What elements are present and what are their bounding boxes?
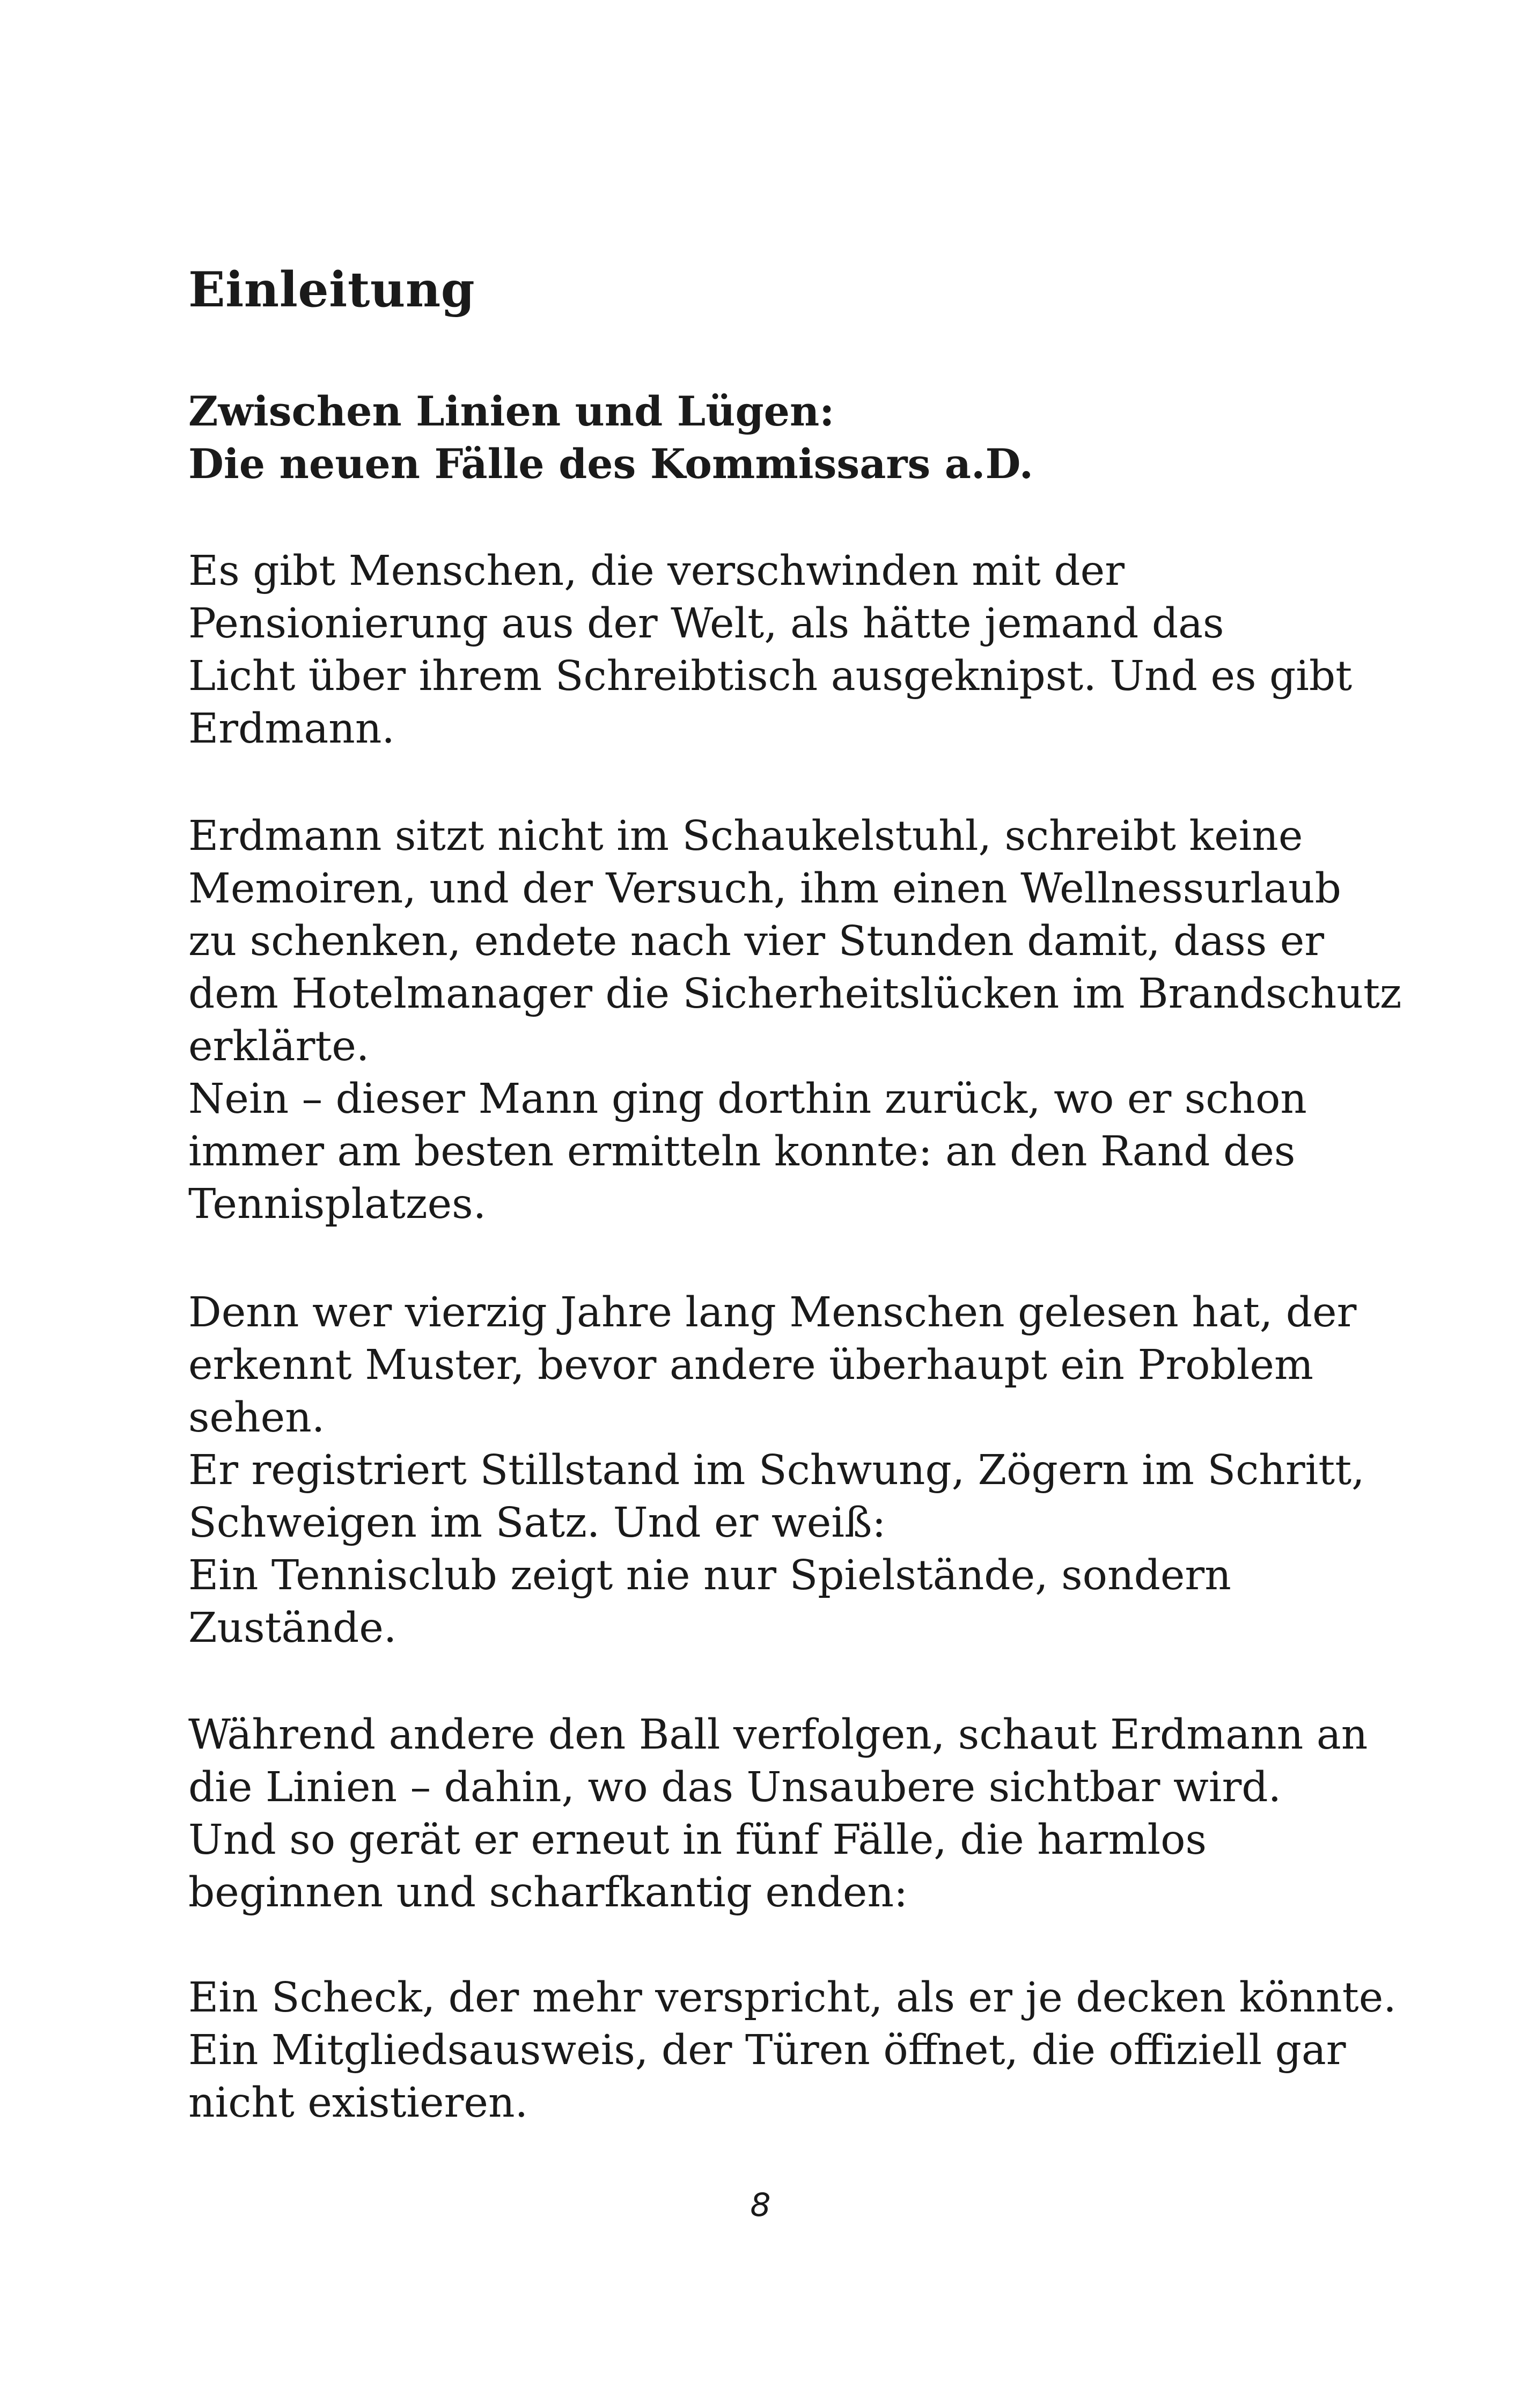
- text-line: Er registriert Stillstand im Schwung, Zögern im Schritt,: [188, 1447, 1365, 1494]
- text-line: Memoiren, und der Versuch, ihm einen Wellnessurlaub: [188, 865, 1341, 913]
- text-line: Erdmann.: [188, 705, 395, 753]
- text-line: erklärte.: [188, 1023, 370, 1070]
- text-line: Es gibt Menschen, die verschwinden mit der: [188, 547, 1125, 595]
- text-line: immer am besten ermitteln konnte: an den Rand des: [188, 1128, 1296, 1176]
- text-line: erkennt Muster, bevor andere überhaupt ein Problem: [188, 1341, 1313, 1389]
- text-line: nicht existieren.: [188, 2079, 528, 2127]
- chapter-subtitle: [188, 385, 1369, 490]
- paragraph-2: [188, 810, 1402, 1231]
- paragraph-1: [188, 545, 1369, 755]
- text-line: die Linien – dahin, wo das Unsaubere sichtbar wird.: [188, 1764, 1282, 1811]
- paragraph-4: [188, 1709, 1369, 1919]
- subtitle-line: Zwischen Linien und Lügen:: [188, 387, 835, 435]
- paragraph-3: [188, 1287, 1369, 1655]
- page-number: 8: [750, 2186, 771, 2224]
- text-line: Während andere den Ball verfolgen, schaut Erdmann an: [188, 1711, 1368, 1759]
- text-line: Ein Tennisclub zeigt nie nur Spielstände, sondern: [188, 1552, 1231, 1599]
- text-line: Schweigen im Satz. Und er weiß:: [188, 1499, 886, 1547]
- text-line: dem Hotelmanager die Sicherheitslücken im Brandschutz: [188, 970, 1402, 1018]
- text-line: Ein Mitgliedsausweis, der Türen öffnet, die offiziell gar: [188, 2027, 1346, 2074]
- text-line: Erdmann sitzt nicht im Schaukelstuhl, schreibt keine: [188, 812, 1303, 860]
- chapter-title: Einleitung: [188, 261, 475, 318]
- text-line: Ein Scheck, der mehr verspricht, als er je decken könnte.: [188, 1974, 1397, 2022]
- text-line: Zustände.: [188, 1604, 397, 1652]
- text-line: Licht über ihrem Schreibtisch ausgeknipst. Und es gibt: [188, 652, 1353, 700]
- paragraph-5: [188, 1972, 1397, 2130]
- text-line: Pensionierung aus der Welt, als hätte jemand das: [188, 600, 1224, 648]
- text-line: Nein – dieser Mann ging dorthin zurück, wo er schon: [188, 1075, 1307, 1123]
- text-line: Denn wer vierzig Jahre lang Menschen gelesen hat, der: [188, 1289, 1357, 1337]
- text-line: sehen.: [188, 1394, 325, 1442]
- text-line: Tennisplatzes.: [188, 1180, 487, 1228]
- subtitle-line: Die neuen Fälle des Kommissars a.D.: [188, 440, 1034, 488]
- text-line: beginnen und scharfkantig enden:: [188, 1869, 908, 1917]
- text-line: Und so gerät er erneut in fünf Fälle, die harmlos: [188, 1816, 1207, 1864]
- text-line: zu schenken, endete nach vier Stunden damit, dass er: [188, 917, 1325, 965]
